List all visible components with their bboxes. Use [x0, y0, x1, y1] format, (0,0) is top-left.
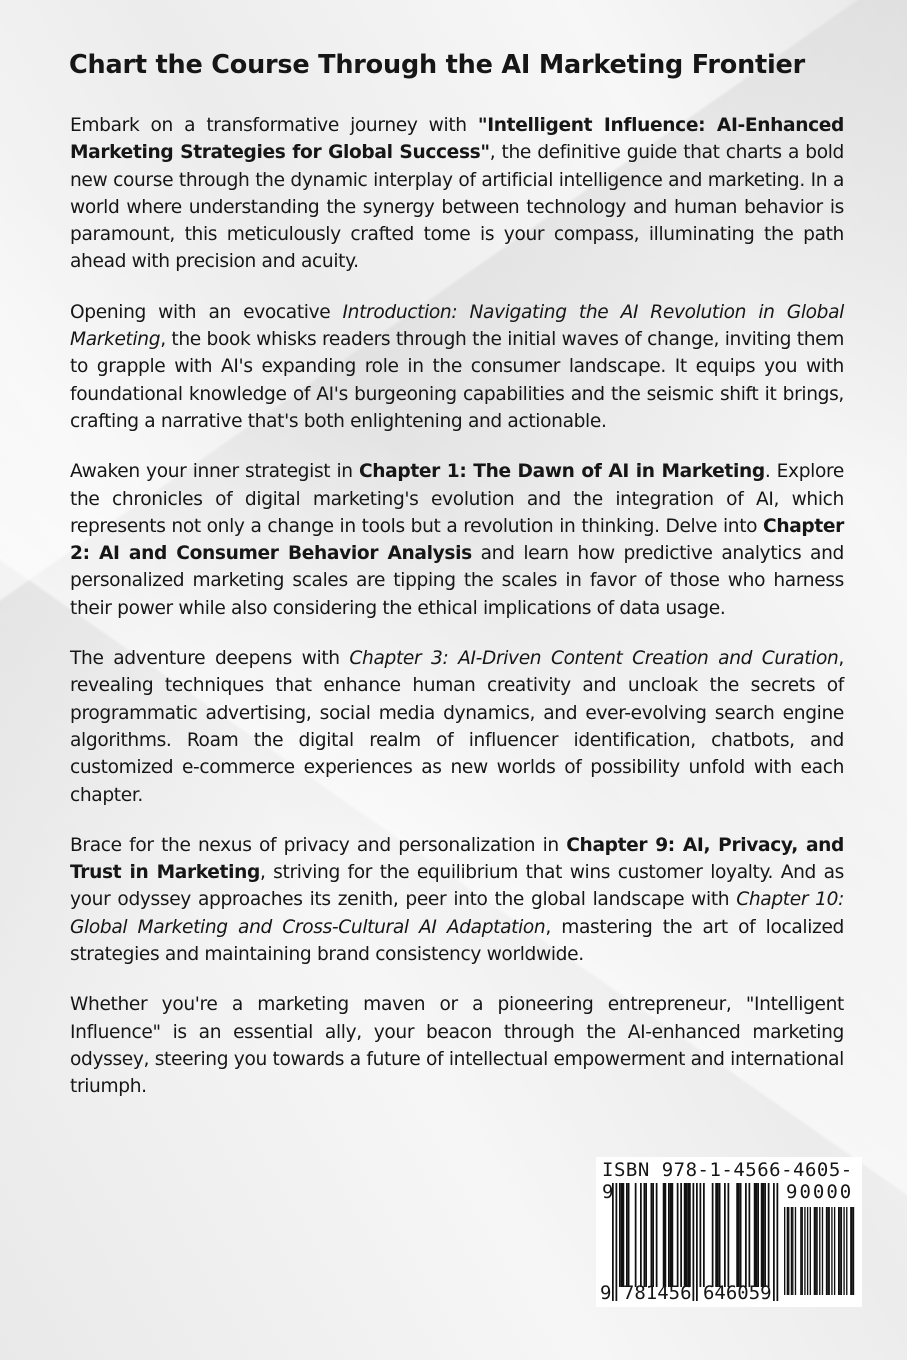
- paragraph-text: . Explore the chronicles of digital marketing's evolution and the integration of AI, which represents not only a change in tools but a revolution in thinking. Delve into: [70, 461, 844, 537]
- addon-bar: [791, 1207, 792, 1295]
- ean-number: 9 781456 646059: [600, 1282, 772, 1304]
- addon-bar: [831, 1207, 832, 1295]
- paragraph-text: , revealing techniques that enhance human creativity and uncloak the secrets of programmatic advertising, social media dynamics, and ever-evolving search engine algorithms. Roam the digital realm of influencer identification, chatbots, and customized e-commerce experiences as new worlds of possibility unfold with each chapter.: [70, 648, 844, 806]
- addon-bar: [822, 1207, 823, 1295]
- addon-bar: [784, 1207, 785, 1295]
- addon-bar: [846, 1207, 847, 1295]
- paragraph-text: and learn how predictive analytics and personalized marketing scales are tipping the scales in favor of those who harness their power while also considering the ethical implications of data usage.: [70, 543, 844, 619]
- addon-bar: [819, 1207, 820, 1295]
- addon-bar: [792, 1207, 793, 1295]
- paragraph-text: Embark on a transformative journey with: [70, 115, 478, 136]
- paragraph-text: , mastering the art of localized strategies and maintaining brand consistency worldwide.: [70, 916, 844, 966]
- bold-text: Chapter 2: AI and Consumer Behavior Analysis: [70, 515, 844, 565]
- addon-bar: [853, 1207, 854, 1295]
- addon-bar: [827, 1207, 828, 1295]
- isbn-label: ISBN 978-1-4566-4605-9: [602, 1159, 853, 1203]
- paragraph-text: Brace for the nexus of privacy and personalization in: [70, 834, 567, 856]
- paragraph-text: Awaken your inner strategist in: [70, 461, 359, 483]
- italic-text: Chapter 10: Global Marketing and Cross-Cultural AI Adaptation: [70, 889, 845, 938]
- paragraph-text: Opening with an evocative: [70, 301, 343, 323]
- addon-number: 90000: [786, 1181, 854, 1203]
- addon-bar: [850, 1207, 851, 1295]
- addon-bar: [804, 1207, 805, 1295]
- bold-text: Chapter 1: The Dawn of AI in Marketing: [358, 461, 765, 483]
- description-paragraph: [70, 645, 844, 809]
- addon-bar: [834, 1207, 835, 1295]
- description-paragraph: [70, 112, 844, 276]
- addon-bar: [843, 1207, 844, 1295]
- addon-bar: [816, 1207, 817, 1295]
- description-body: [70, 112, 844, 1124]
- addon-bar: [807, 1207, 808, 1295]
- paragraph-text: , the definitive guide that charts a bold new course through the dynamic interplay of artificial intelligence and marketing. In a world where understanding the synergy between technology and human behavior is paramount, this meticulously crafted tome is your compass, illuminating the path ahead with precision and acuity.: [70, 142, 844, 273]
- paragraph-text: Whether you're a marketing maven or a pioneering entrepreneur, "Intelligent Influence" is an essential ally, your beacon through the AI-enhanced marketing odyssey, steering you towards a future of intellectual empowerment and international triumph.: [70, 994, 844, 1098]
- addon-bar: [839, 1207, 840, 1295]
- addon-bar: [787, 1207, 788, 1295]
- addon-bar: [795, 1207, 796, 1295]
- addon-bar: [826, 1207, 827, 1295]
- paragraph-text: , striving for the equilibrium that wins customer loyalty. And as your odyssey approaches its zenith, peer into the global landscape with: [70, 862, 844, 911]
- description-paragraph: [70, 458, 844, 622]
- addon-bar: [788, 1207, 789, 1295]
- italic-text: Introduction: Navigating the AI Revolution in Global Marketing: [70, 301, 844, 351]
- addon-bar: [802, 1207, 803, 1295]
- back-cover-title: Chart the Course Through the AI Marketing Frontier: [69, 50, 806, 80]
- paragraph-text: The adventure deepens with: [70, 648, 350, 670]
- paragraph-text: , the book whisks readers through the initial waves of change, inviting them to grapple with AI's expanding role in the consumer landscape. It equips you with foundational knowledge of AI's burgeoning capabilities and the seismic shift it brings, crafting a narrative that's both enlightening and actionable.: [70, 329, 844, 432]
- bold-text: "Intelligent Influence: AI-Enhanced Marketing Strategies for Global Success": [70, 115, 844, 164]
- description-paragraph: [70, 299, 844, 435]
- addon-bar: [841, 1207, 842, 1295]
- italic-text: Chapter 3: AI-Driven Content Creation and Curation: [349, 648, 839, 670]
- addon-bar: [829, 1207, 830, 1295]
- description-paragraph: [70, 991, 844, 1100]
- addon-bar: [815, 1207, 816, 1295]
- addon-bar: [800, 1207, 801, 1295]
- isbn-barcode: [596, 1157, 862, 1307]
- bold-text: Chapter 9: AI, Privacy, and Trust in Marketing: [70, 834, 844, 884]
- description-paragraph: [70, 832, 844, 968]
- addon-bar: [838, 1207, 839, 1295]
- addon-bar: [814, 1207, 815, 1295]
- addon-bar: [810, 1207, 811, 1295]
- addon-bar: [852, 1207, 853, 1295]
